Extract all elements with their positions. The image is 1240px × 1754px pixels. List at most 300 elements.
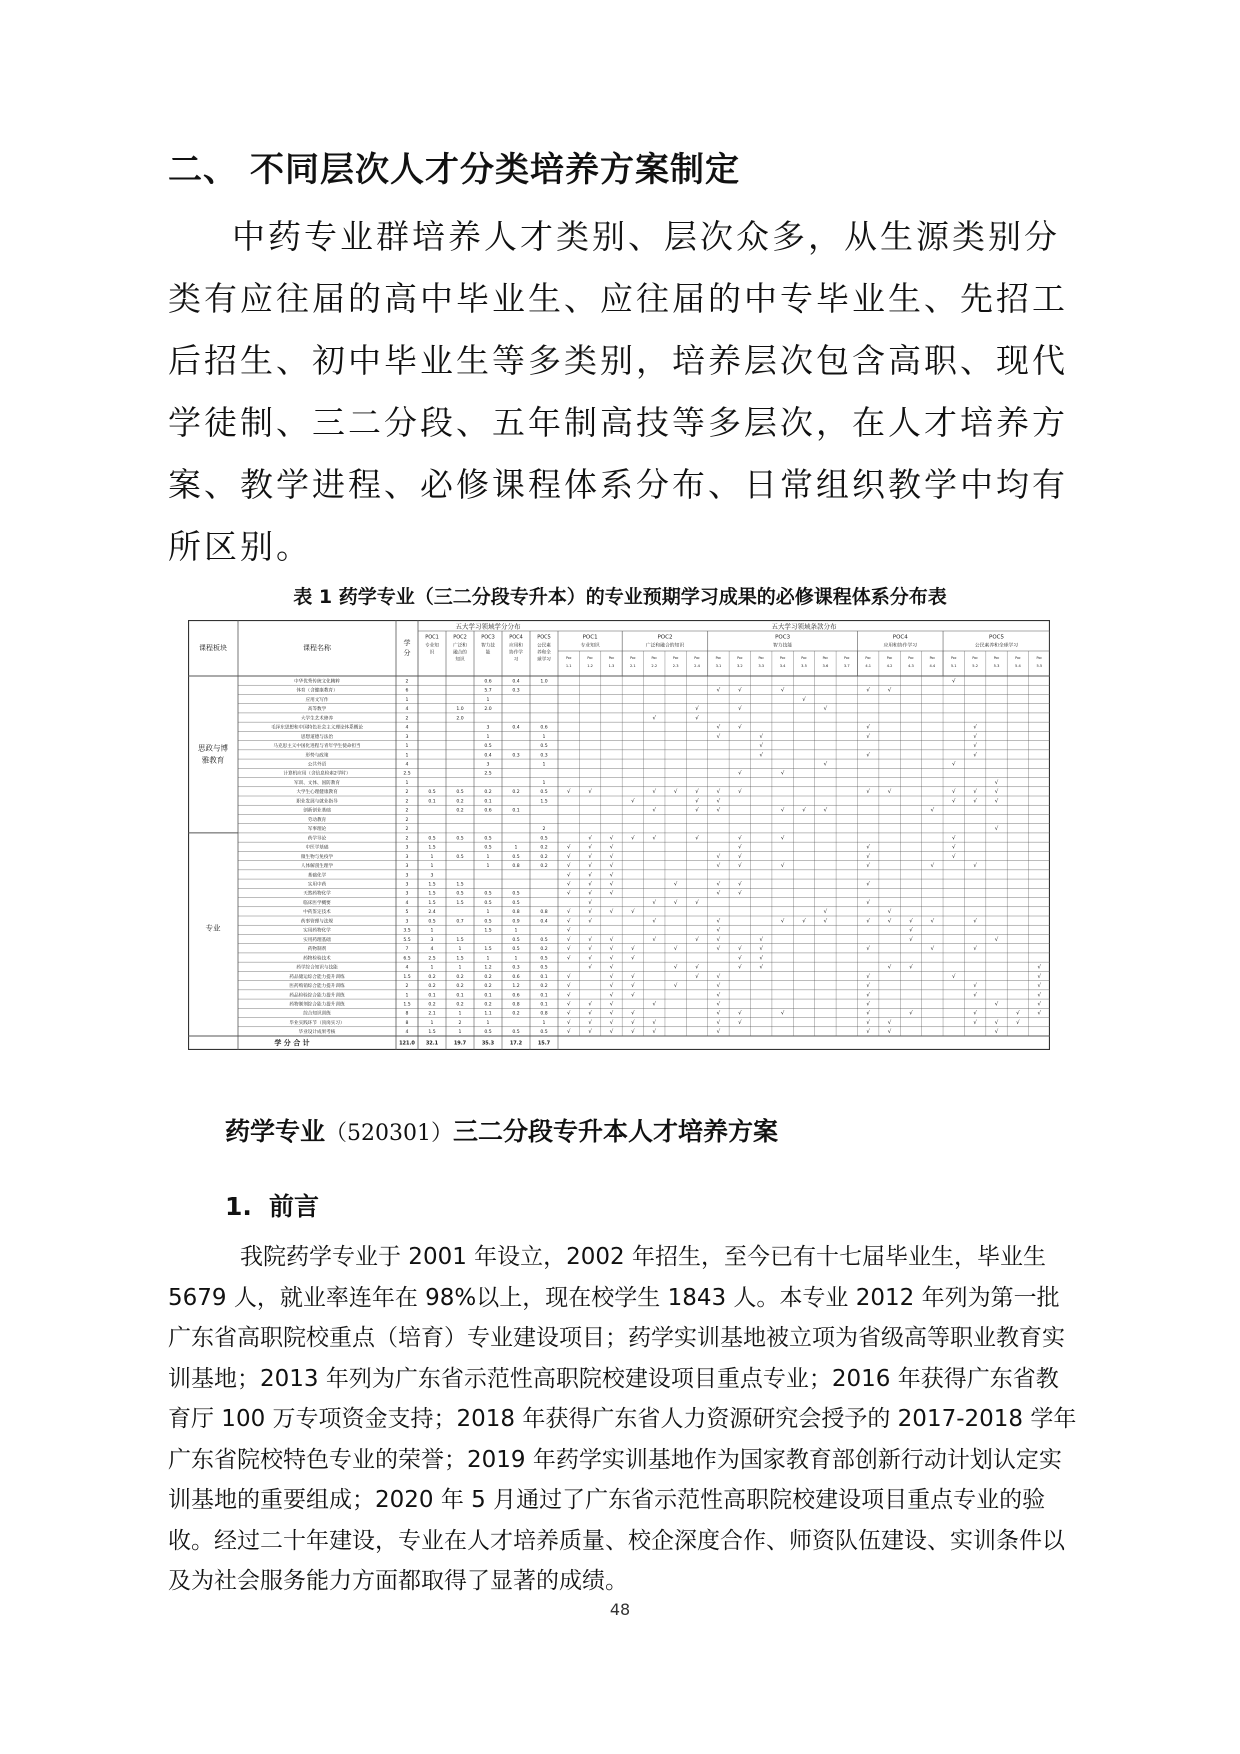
- course-check-mark: √: [1016, 1019, 1020, 1026]
- course-check-mark: √: [588, 835, 592, 842]
- course-check-mark: √: [1016, 1010, 1020, 1017]
- course-check-mark: √: [588, 853, 592, 860]
- course-check-mark: √: [631, 1029, 635, 1036]
- course-credit: 3: [405, 873, 409, 879]
- course-credit: 1: [405, 753, 409, 759]
- course-check-mark: √: [695, 789, 699, 796]
- course-poc-credit: 0.5: [540, 937, 548, 943]
- course-check-mark: √: [609, 1019, 614, 1026]
- header-sub-label: 3.4: [779, 664, 786, 668]
- course-check-mark: √: [588, 909, 592, 916]
- course-check-mark: √: [716, 927, 721, 934]
- course-poc-credit: 0.5: [484, 900, 492, 906]
- course-check-mark: √: [866, 752, 870, 759]
- course-poc-credit: 0.5: [512, 947, 520, 953]
- course-poc-credit: 4: [430, 947, 434, 953]
- course-poc-credit: 0.6: [484, 808, 492, 814]
- program-code: （520301）: [325, 1121, 453, 1146]
- course-check-mark: √: [973, 1010, 977, 1017]
- course-check-mark: √: [716, 890, 721, 897]
- course-check-mark: √: [609, 835, 614, 842]
- course-check-mark: √: [802, 696, 806, 703]
- course-poc-credit: 3: [486, 762, 490, 768]
- course-distribution-table: [188, 620, 1050, 1050]
- header-sub-label: 2.3: [672, 664, 679, 668]
- course-credit: 2: [405, 836, 409, 842]
- course-poc-credit: 0.1: [428, 993, 436, 999]
- course-poc-credit: 0.5: [512, 854, 520, 860]
- header-sub-label: 5.5: [1036, 664, 1043, 668]
- header-group-code: POC3: [775, 634, 791, 641]
- course-check-mark: √: [566, 936, 571, 943]
- header-sub-prefix: Poc: [715, 656, 722, 660]
- course-check-mark: √: [866, 918, 870, 925]
- course-poc-credit: 3: [430, 873, 434, 879]
- course-credit: 2: [405, 817, 409, 823]
- course-check-mark: √: [738, 946, 742, 953]
- course-name: 综合知识训练: [303, 1011, 331, 1017]
- section-heading: [168, 142, 740, 191]
- course-poc-credit: 0.5: [512, 1030, 520, 1036]
- total-credit: 121.0: [399, 1040, 415, 1047]
- course-name: 大学生心理健康教育: [296, 790, 338, 796]
- course-check-mark: √: [609, 853, 614, 860]
- course-check-mark: √: [887, 687, 892, 694]
- course-check-mark: √: [951, 973, 956, 980]
- course-check-mark: √: [716, 1010, 721, 1017]
- course-check-mark: √: [716, 807, 721, 814]
- course-poc-credit: 0.2: [484, 974, 492, 980]
- course-check-mark: √: [866, 992, 870, 999]
- course-poc-credit: 0.5: [540, 744, 548, 750]
- header-poc-code: POC5: [537, 634, 551, 641]
- course-check-mark: √: [716, 733, 721, 740]
- course-poc-credit: 0.5: [456, 790, 464, 796]
- course-credit: 2: [405, 808, 409, 814]
- course-check-mark: √: [588, 863, 592, 870]
- course-check-mark: √: [866, 844, 870, 851]
- header-poc-name: 球学习: [537, 657, 551, 663]
- total-poc-credit: 35.3: [481, 1040, 495, 1047]
- course-check-mark: √: [973, 863, 977, 870]
- course-poc-credit: 0.1: [484, 993, 492, 999]
- course-name: 药学导论: [307, 836, 327, 842]
- course-check-mark: √: [887, 789, 892, 796]
- course-poc-credit: 0.4: [512, 725, 520, 731]
- course-check-mark: √: [716, 973, 721, 980]
- course-poc-credit: 0.2: [456, 984, 464, 990]
- course-check-mark: √: [566, 890, 571, 897]
- course-check-mark: √: [973, 918, 977, 925]
- course-check-mark: √: [951, 761, 956, 768]
- course-check-mark: √: [609, 890, 614, 897]
- header-sub-label: 1.2: [587, 664, 593, 668]
- body-paragraph-text: 我院药学专业于 2001 年设立，2002 年招生，至今已有十七届毕业生，毕业生 5679 人，就业率连年在 98%以上，现在校学生 1843 人。本专业 2012 年列为第一批广东省高职院校重点（培育）专业建设项目；药学实训基地被立项为省级高等职业教育实训基地；2013 年列为广东省示范性高职院校建设项目重点专业；2016 年获得广东省教育厅 100 万专项资金支持；2018 年获得广东省人力资源研究会授予的 2017-2018 学年广东省院校特色专业的荣誉；2019 年药学实训基地作为国家教育部创新行动计划认定实训基地的重要组成；2020 年 5 月通过了广东省示范性高职院校建设项目重点专业的验收。经过二十年建设，专业在人才培养质量、校企深度合作、师资队伍建设、实训条件以及为社会服务能力方面都取得了显著的成绩。: [168, 1244, 1077, 1594]
- course-check-mark: √: [609, 844, 614, 851]
- course-check-mark: √: [951, 678, 956, 685]
- course-check-mark: √: [716, 992, 721, 999]
- course-name: 马克思主义中国化进程与青年学生使命担当: [273, 744, 361, 750]
- course-check-mark: √: [780, 918, 785, 925]
- course-check-mark: √: [909, 1010, 913, 1017]
- course-poc-credit: 0.6: [512, 993, 520, 999]
- course-poc-credit: 1: [458, 965, 462, 971]
- course-check-mark: √: [695, 964, 699, 971]
- course-poc-credit: 0.5: [484, 891, 492, 897]
- course-check-mark: √: [738, 863, 742, 870]
- course-check-mark: √: [759, 936, 763, 943]
- course-check-mark: √: [631, 909, 635, 916]
- course-name: 职业发展与就业指导: [296, 799, 338, 805]
- course-check-mark: √: [866, 724, 870, 731]
- course-check-mark: √: [738, 724, 742, 731]
- course-check-mark: √: [566, 955, 571, 962]
- course-check-mark: √: [866, 1019, 870, 1026]
- course-check-mark: √: [738, 964, 742, 971]
- course-check-mark: √: [631, 946, 635, 953]
- course-poc-credit: 0.5: [540, 965, 548, 971]
- course-name: 思想道德与法治: [300, 734, 334, 740]
- course-check-mark: √: [566, 881, 571, 888]
- course-check-mark: √: [631, 983, 635, 990]
- course-check-mark: √: [1037, 964, 1042, 971]
- header-sub-prefix: Poc: [587, 656, 593, 660]
- course-poc-credit: 1: [514, 928, 518, 934]
- course-credit: 2.5: [403, 771, 411, 777]
- course-credit: 4: [405, 900, 409, 906]
- module-name: 思政与博: [198, 743, 228, 753]
- course-poc-credit: 2.5: [484, 771, 492, 777]
- course-poc-credit: 1: [430, 864, 434, 870]
- course-name: 军事理论: [307, 827, 327, 833]
- course-credit: 3: [405, 864, 409, 870]
- course-check-mark: √: [930, 918, 935, 925]
- course-credit: 4: [405, 1030, 409, 1036]
- course-check-mark: √: [588, 1029, 592, 1036]
- course-poc-credit: 1: [430, 928, 434, 934]
- course-poc-credit: 0.3: [512, 688, 520, 694]
- course-poc-credit: 0.8: [540, 1011, 548, 1017]
- course-poc-credit: 0.5: [484, 836, 492, 842]
- header-sub-prefix: Poc: [886, 656, 893, 660]
- course-credit: 2: [405, 679, 409, 685]
- course-name: 形势与政策: [305, 753, 329, 759]
- header-sub-label: 5.1: [950, 664, 957, 668]
- header-poc-name: 广泛和: [453, 643, 467, 649]
- course-check-mark: √: [566, 992, 571, 999]
- course-poc-credit: 1.2: [512, 984, 520, 990]
- course-poc-credit: 0.1: [512, 808, 520, 814]
- header-group-name: 广泛和融合的知识: [645, 643, 685, 649]
- course-check-mark: √: [588, 918, 592, 925]
- course-poc-credit: 0.2: [456, 808, 464, 814]
- course-check-mark: √: [609, 881, 614, 888]
- header-sub-prefix: Poc: [651, 656, 658, 660]
- course-check-mark: √: [716, 918, 721, 925]
- course-name: 药物检验技术: [303, 956, 331, 962]
- course-check-mark: √: [652, 936, 657, 943]
- course-credit: 3: [405, 734, 409, 740]
- course-name: 微生物与免疫学: [300, 854, 334, 860]
- course-poc-credit: 0.5: [456, 891, 464, 897]
- course-check-mark: √: [631, 835, 635, 842]
- course-check-mark: √: [780, 687, 785, 694]
- header-poc-name: 应用和: [509, 643, 523, 649]
- course-credit: 8: [405, 1020, 409, 1026]
- header-sub-prefix: Poc: [908, 656, 914, 660]
- course-check-mark: √: [973, 946, 977, 953]
- header-group-name: 应用和协作学习: [883, 643, 918, 649]
- header-sub-prefix: Poc: [608, 656, 615, 660]
- course-check-mark: √: [738, 844, 742, 851]
- header-sub-label: 5.2: [972, 664, 978, 668]
- course-check-mark: √: [909, 936, 913, 943]
- course-poc-credit: 0.5: [484, 845, 492, 851]
- course-check-mark: √: [759, 752, 763, 759]
- course-poc-credit: 0.4: [484, 753, 492, 759]
- course-poc-credit: 0.2: [540, 864, 548, 870]
- header-poc-name: 智力技: [481, 643, 495, 649]
- page-number: 48: [609, 1600, 631, 1619]
- course-check-mark: √: [823, 761, 828, 768]
- header-sub-label: 2.2: [651, 664, 658, 668]
- course-check-mark: √: [673, 983, 678, 990]
- course-check-mark: √: [609, 1029, 614, 1036]
- course-poc-credit: 0.1: [540, 974, 548, 980]
- section-title: 不同层次人才分类培养方案制定: [250, 150, 740, 190]
- course-check-mark: √: [780, 1010, 785, 1017]
- course-poc-credit: 1: [430, 854, 434, 860]
- course-check-mark: √: [588, 881, 592, 888]
- course-poc-credit: 0.2: [428, 984, 436, 990]
- header-sub-prefix: Poc: [801, 656, 807, 660]
- course-poc-credit: 1: [542, 762, 546, 768]
- course-check-mark: √: [994, 779, 999, 786]
- course-check-mark: √: [759, 946, 763, 953]
- course-poc-credit: 1: [458, 1030, 462, 1036]
- header-module: 课程板块: [199, 644, 227, 652]
- course-check-mark: √: [695, 807, 699, 814]
- course-check-mark: √: [823, 909, 828, 916]
- course-check-mark: √: [695, 706, 699, 713]
- course-check-mark: √: [887, 1029, 892, 1036]
- course-name: 实用药物化学: [303, 928, 331, 934]
- course-check-mark: √: [909, 927, 913, 934]
- course-name: 毕业实践环节（顶岗实习）: [289, 1020, 345, 1026]
- course-poc-credit: 1.5: [456, 956, 464, 962]
- course-check-mark: √: [951, 789, 956, 796]
- course-check-mark: √: [951, 853, 956, 860]
- course-check-mark: √: [609, 946, 614, 953]
- header-sub-label: 4.1: [865, 664, 872, 668]
- course-check-mark: √: [566, 973, 571, 980]
- course-check-mark: √: [716, 983, 721, 990]
- header-group-name: 公民素养和全球学习: [974, 643, 1019, 649]
- course-check-mark: √: [951, 835, 956, 842]
- course-check-mark: √: [866, 1001, 870, 1008]
- course-check-mark: √: [566, 789, 571, 796]
- course-poc-credit: 0.5: [484, 1030, 492, 1036]
- course-check-mark: √: [588, 844, 592, 851]
- course-check-mark: √: [716, 946, 721, 953]
- course-check-mark: √: [695, 899, 699, 906]
- course-check-mark: √: [716, 936, 721, 943]
- course-check-mark: √: [566, 863, 571, 870]
- course-check-mark: √: [716, 1029, 721, 1036]
- course-check-mark: √: [566, 872, 571, 879]
- header-sub-label: 4.4: [929, 664, 936, 668]
- course-poc-credit: 1.1: [484, 1011, 492, 1017]
- course-poc-credit: 0.2: [512, 1011, 520, 1017]
- course-check-mark: √: [566, 1029, 571, 1036]
- course-poc-credit: 0.5: [484, 919, 492, 925]
- course-name: 药物制剂综合能力提升训练: [289, 1002, 345, 1008]
- course-credit: 2: [405, 827, 409, 833]
- header-sub-prefix: Poc: [865, 656, 871, 660]
- course-poc-credit: 1: [430, 1020, 434, 1026]
- header-poc-code: POC3: [481, 634, 495, 641]
- course-poc-credit: 0.2: [484, 1002, 492, 1008]
- program-title: [225, 1112, 778, 1148]
- course-check-mark: √: [866, 1010, 870, 1017]
- course-poc-credit: 0.2: [484, 984, 492, 990]
- course-poc-credit: 0.1: [540, 993, 548, 999]
- header-sub-prefix: Poc: [672, 656, 679, 660]
- header-poc-name: 识: [429, 650, 435, 656]
- course-poc-credit: 1: [486, 910, 490, 916]
- total-poc-credit: 17.2: [509, 1040, 523, 1047]
- course-check-mark: √: [823, 807, 828, 814]
- course-credit: 4: [405, 762, 409, 768]
- course-check-mark: √: [1037, 1010, 1042, 1017]
- course-check-mark: √: [609, 973, 614, 980]
- course-check-mark: √: [909, 964, 913, 971]
- course-poc-credit: 1.5: [428, 882, 436, 888]
- course-check-mark: √: [716, 687, 721, 694]
- course-check-mark: √: [652, 1001, 657, 1008]
- course-check-mark: √: [716, 798, 721, 805]
- course-name: 体育（含健康教育）: [296, 688, 338, 694]
- course-check-mark: √: [738, 1019, 742, 1026]
- course-name: 计算机应用（含信息检索2学时）: [283, 771, 351, 777]
- course-name: 实用药理基础: [303, 937, 331, 943]
- total-label: 学 分 合 计: [274, 1039, 310, 1047]
- intro-paragraph: [168, 206, 1088, 578]
- course-check-mark: √: [1037, 973, 1042, 980]
- total-poc-credit: 32.1: [425, 1040, 439, 1047]
- module-name: 专业: [205, 923, 221, 933]
- course-poc-credit: 0.2: [456, 974, 464, 980]
- course-check-mark: √: [695, 715, 699, 722]
- course-check-mark: √: [652, 789, 657, 796]
- course-poc-credit: 0.5: [484, 744, 492, 750]
- course-check-mark: √: [759, 964, 763, 971]
- course-check-mark: √: [759, 955, 763, 962]
- header-sub-prefix: Poc: [844, 656, 850, 660]
- course-check-mark: √: [994, 798, 999, 805]
- course-poc-credit: 1: [486, 854, 490, 860]
- course-poc-credit: 0.8: [512, 864, 520, 870]
- course-credit: 4: [405, 725, 409, 731]
- course-check-mark: √: [866, 899, 870, 906]
- course-check-mark: √: [887, 1019, 892, 1026]
- course-check-mark: √: [588, 890, 592, 897]
- body-paragraph: [168, 1237, 1080, 1602]
- program-title-suffix: 三二分段专升本人才培养方案: [453, 1117, 779, 1146]
- header-sub-label: 1.1: [565, 664, 572, 668]
- course-check-mark: √: [609, 936, 614, 943]
- course-poc-credit: 1.5: [456, 937, 464, 943]
- course-check-mark: √: [566, 853, 571, 860]
- course-check-mark: √: [887, 964, 892, 971]
- course-name: 药品检验综合能力提升训练: [289, 993, 345, 999]
- course-poc-credit: 2.0: [456, 716, 464, 722]
- course-name: 医药购销综合能力提升训练: [289, 984, 345, 990]
- course-poc-credit: 0.6: [512, 974, 520, 980]
- course-check-mark: √: [866, 687, 870, 694]
- header-sub-label: 3.2: [736, 664, 743, 668]
- course-credit: 5.5: [403, 937, 411, 943]
- course-poc-credit: 0.2: [540, 947, 548, 953]
- course-check-mark: √: [566, 1001, 571, 1008]
- course-check-mark: √: [631, 1019, 635, 1026]
- course-check-mark: √: [930, 807, 935, 814]
- course-check-mark: √: [738, 706, 742, 713]
- header-credit-2: 分: [403, 649, 411, 657]
- program-title-prefix: 药学专业: [225, 1117, 326, 1146]
- course-poc-credit: 1: [486, 956, 490, 962]
- course-poc-credit: 1: [542, 1020, 546, 1026]
- header-sub-label: 3.7: [843, 664, 850, 668]
- course-check-mark: √: [780, 770, 785, 777]
- course-name: 中华优秀传统文化精粹: [294, 679, 340, 685]
- course-credit: 5: [405, 910, 409, 916]
- intro-paragraph-text: 中药专业群培养人才类别、层次众多，从生源类别分类有应往届的高中毕业生、应往届的中专毕业生、先招工后招生、初中毕业生等多类别，培养层次包含高职、现代学徒制、三二分段、五年制高技等多层次，在人才培养方案、教学进程、必修课程体系分布、日常组织教学中均有所区别。: [168, 217, 1068, 566]
- course-poc-credit: 1.2: [484, 965, 492, 971]
- course-check-mark: √: [566, 946, 571, 953]
- course-check-mark: √: [951, 844, 956, 851]
- header-group-name: 专业知识: [580, 643, 600, 649]
- course-poc-credit: 0.2: [540, 845, 548, 851]
- course-check-mark: √: [994, 1019, 999, 1026]
- course-check-mark: √: [866, 973, 870, 980]
- header-poc-name: 能: [485, 650, 491, 656]
- course-poc-credit: 0.6: [540, 725, 548, 731]
- header-sub-prefix: Poc: [565, 656, 572, 660]
- course-check-mark: √: [588, 899, 592, 906]
- course-check-mark: √: [566, 983, 571, 990]
- course-credit: 1: [405, 780, 409, 786]
- course-poc-credit: 1.5: [540, 799, 548, 805]
- course-poc-credit: 1: [542, 734, 546, 740]
- header-group-code: POC1: [582, 634, 598, 641]
- course-check-mark: √: [631, 992, 635, 999]
- header-sub-prefix: Poc: [993, 656, 1000, 660]
- course-check-mark: √: [973, 789, 977, 796]
- course-name: 劳动教育: [307, 817, 327, 823]
- course-check-mark: √: [738, 853, 742, 860]
- course-check-mark: √: [738, 770, 742, 777]
- course-check-mark: √: [673, 899, 678, 906]
- course-credit: 2: [405, 716, 409, 722]
- course-poc-credit: 0.5: [456, 854, 464, 860]
- course-poc-credit: 1: [458, 947, 462, 953]
- course-check-mark: √: [780, 807, 785, 814]
- course-check-mark: √: [588, 1010, 592, 1017]
- course-poc-credit: 0.1: [456, 993, 464, 999]
- course-check-mark: √: [695, 798, 699, 805]
- course-check-mark: √: [973, 743, 977, 750]
